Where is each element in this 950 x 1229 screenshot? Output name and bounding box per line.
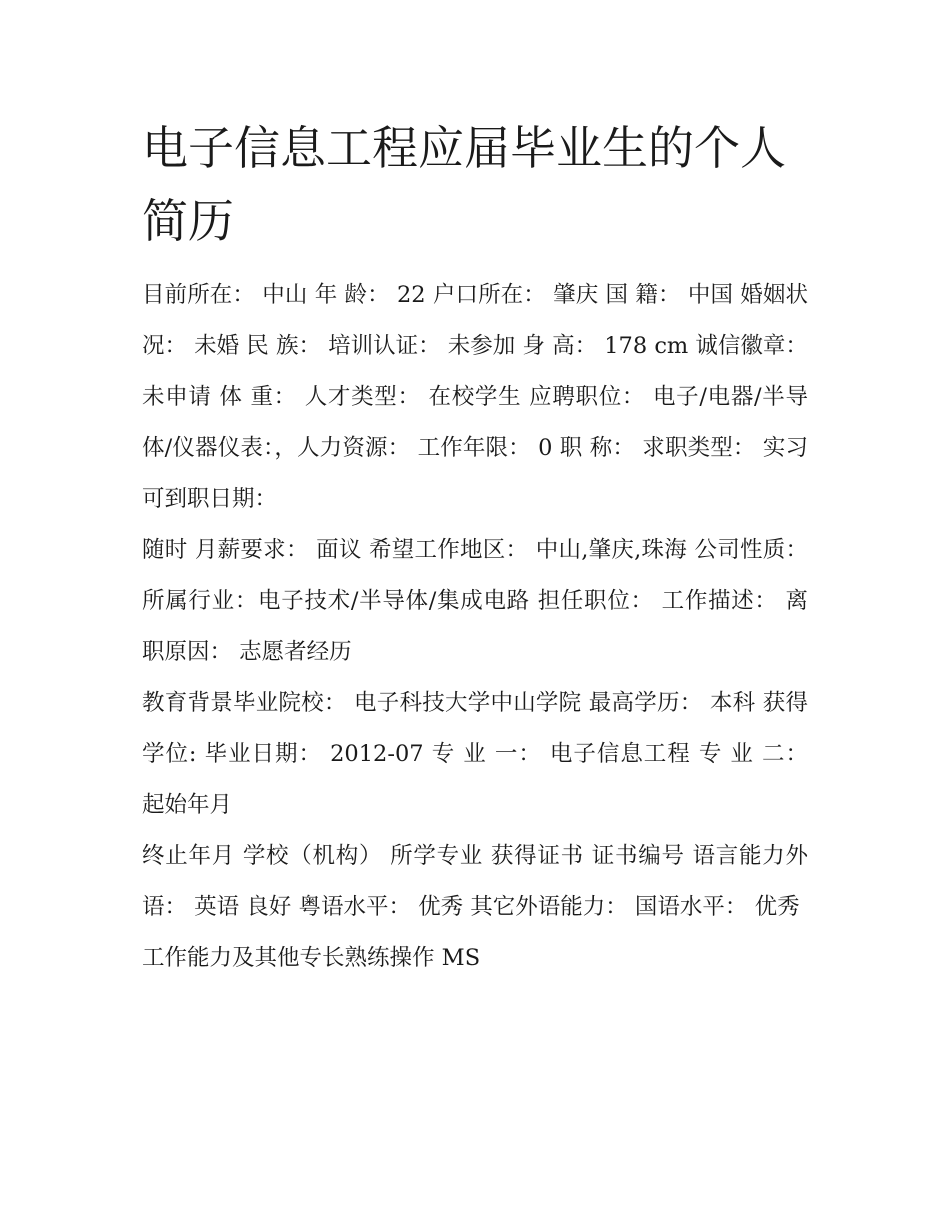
paragraph-job-intention: 未申请 体 重： 人才类型： 在校学生 应聘职位： 电子/电器/半导体/仪器仪表：，人力资源： 工作年限： 0 职 称： 求职类型： 实习 可到职日期： (142, 384, 808, 512)
paragraph-skills: 工作能力及其他专长熟练操作 MS (142, 945, 481, 971)
paragraph-salary-industry: 随时 月薪要求： 面议 希望工作地区： 中山,肇庆,珠海 公司性质： 所属行业：电子技术/半导体/集成电路 担任职位： 工作描述： 离职原因： 志愿者经历 (142, 537, 808, 665)
paragraph-education: 教育背景毕业院校： 电子科技大学中山学院 最高学历： 本科 获得学位: 毕业日期： 2012-07 专 业 一： 电子信息工程 专 业 二： 起始年月 (142, 690, 808, 818)
document-body (142, 112, 808, 984)
document-title: 电子信息工程应届毕业生的个人简历 (142, 121, 786, 248)
paragraph-language: 终止年月 学校（机构） 所学专业 获得证书 证书编号 语言能力外语： 英语 良好 粤语水平： 优秀 其它外语能力： 国语水平： 优秀 (142, 843, 808, 920)
paragraph-personal-info: 目前所在： 中山 年 龄： 22 户口所在： 肇庆 国 籍： 中国 婚姻状况： 未婚 民 族： 培训认证： 未参加 身 高： 178 cm 诚信徽章： (142, 282, 808, 359)
